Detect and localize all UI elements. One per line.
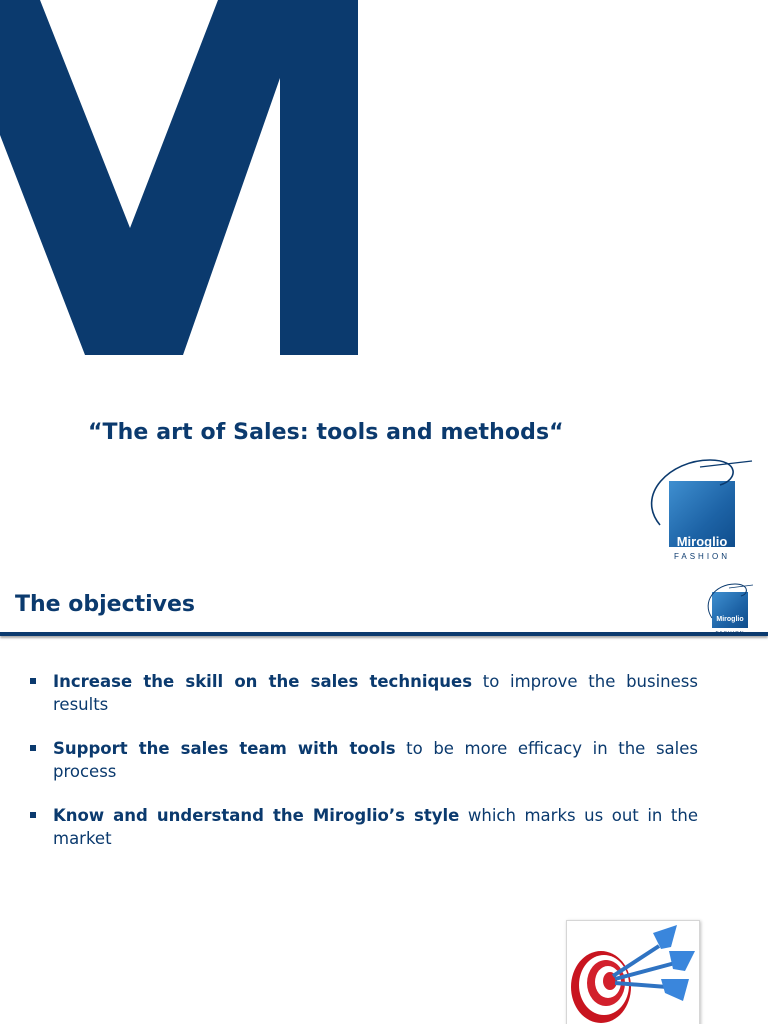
objectives-list [30, 670, 698, 871]
bullet-square-icon [30, 745, 36, 751]
list-item [30, 737, 698, 783]
big-m-logo-icon [0, 0, 370, 360]
logo-sub-text: FASHION [673, 552, 731, 561]
miroglio-logo [640, 455, 755, 565]
bullet-text: to improve the business results [53, 672, 698, 714]
objectives-slide [0, 570, 768, 1024]
logo-swoosh-icon [640, 455, 755, 555]
bullet-text: to be more efficacy in the sales process [53, 739, 698, 781]
bullet-bold-text: Know and understand the Miroglio’s style [53, 806, 460, 825]
target-darts-icon [567, 921, 699, 1024]
bullet-bold-text: Support the sales team with tools [53, 739, 396, 758]
target-image-frame [566, 920, 700, 1024]
bullet-text: which marks us out in the market [53, 806, 698, 848]
title-divider [0, 632, 768, 636]
logo-swoosh-icon [703, 580, 753, 630]
logo-brand-text: Miroglio [716, 616, 744, 623]
list-item [30, 804, 698, 850]
slide-title: The objectives [15, 592, 196, 617]
bullet-square-icon [30, 678, 36, 684]
presentation-title: “The art of Sales: tools and methods“ [88, 420, 564, 445]
bullet-bold-text: Increase the skill on the sales techniques [53, 672, 473, 691]
logo-brand-text: Miroglio [676, 534, 728, 549]
bullet-square-icon [30, 812, 36, 818]
list-item [30, 670, 698, 716]
miroglio-logo-small [703, 580, 753, 635]
